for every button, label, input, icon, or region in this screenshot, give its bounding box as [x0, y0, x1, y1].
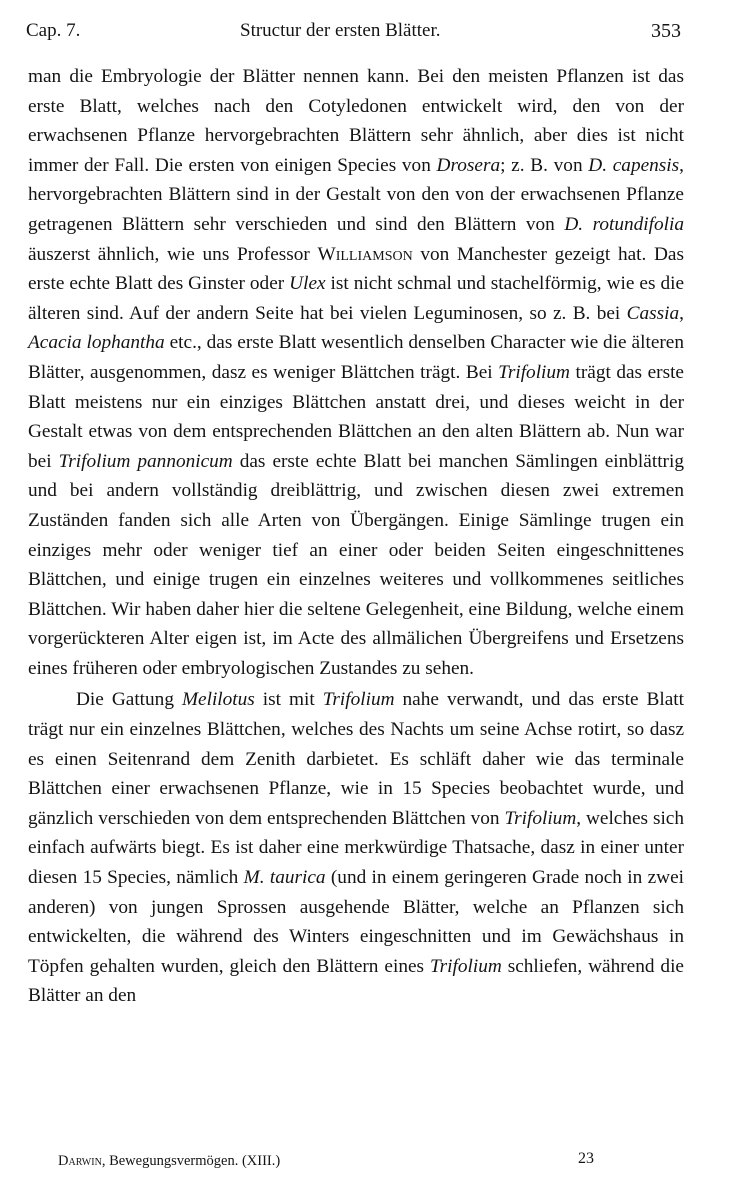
species-name: Cassia [626, 302, 680, 324]
text-run: etc., das erste Blatt wesentlich denselben Character wie die älteren Blätter, ausgenommen, dasz es weniger Blättchen trägt. Bei [28, 332, 684, 383]
text-run: von Manchester gezeigt hat. Das erste echte Blatt des Ginster oder [28, 243, 684, 295]
species-name: Ulex [289, 273, 326, 295]
text-run: , [679, 302, 684, 324]
page-footer [58, 1150, 618, 1172]
species-name: Drosera [436, 154, 501, 176]
species-name: Melilotus [181, 689, 255, 711]
text-run: ; z. B. von [500, 154, 589, 176]
text-run: schliefen, während die Blätter an den [28, 955, 684, 1007]
chapter-label: Cap. 7. [26, 20, 81, 41]
signature-title: , Bewegungsvermögen. (XIII.) [101, 1153, 281, 1169]
species-name: Trifolium [322, 689, 395, 711]
running-title: Structur der ersten Blätter. [240, 20, 441, 41]
species-name: Trifolium [498, 361, 570, 383]
species-name: Trifolium pannonicum [58, 450, 233, 472]
running-header [26, 18, 681, 44]
text-run: nahe verwandt, und das erste Blatt trägt nur ein einzelnes Blättchen, welches des Nachts um seine Achse rotirt, so dasz es einen Seitenrand dem Zenith darbietet. Es schläft daher wie das terminale Blättchen einer erwachsenen Pflanze, wie in 15 Species beobachtet wurde, und gänzlich verschieden von dem entsprechenden Blättchen von [28, 689, 685, 829]
body-text [28, 62, 684, 1011]
text-run: , hervorgebrachten Blättern sind in der Gestalt von den von der erwachsenen Pflanze getragenen Blättern sehr verschieden und sind den Blättern von [28, 154, 684, 235]
species-name: M. taurica [243, 867, 326, 889]
text-run: , welches sich einfach aufwärts biegt. Es ist daher eine merkwürdige Thatsache, dasz in einer unter diesen 15 Species, nämlich [28, 807, 685, 889]
species-name: Acacia lophantha [28, 332, 165, 354]
person-name: Williamson [317, 243, 413, 265]
species-name: Trifolium [504, 807, 577, 829]
species-name: D. capensis [588, 154, 680, 176]
text-run: ist nicht schmal und stachelförmig, wie es die älteren sind. Auf der andern Seite hat bei vielen Leguminosen, so z. B. bei [28, 273, 685, 324]
text-run: ist mit [254, 689, 323, 711]
text-run: das erste echte Blatt bei manchen Sämlingen einblättrig und bei andern vollständig dreiblättrig, und zwischen diesen zwei extremen Zuständen fanden sich alle Arten von Übergängen. Einige Sämlinge trugen ein einziges mehr oder weniger tief an einer oder beiden Seiten eingeschnittenes Blättchen, und einige trugen ein einzelnes weiteres und vollkommenes seitliches Blättchen. Wir haben daher hier die seltene Gelegenheit, eine Bildung, welche einem vorgerückteren Alter eigen ist, im Acte des allmälichen Übergreifens und Ersetzens eines früheren oder embryologischen Zustandes zu sehen. [28, 450, 684, 679]
signature-author: Darwin [58, 1153, 102, 1169]
text-run: Die Gattung [76, 689, 182, 711]
sheet-number: 23 [578, 1150, 594, 1167]
species-name: D. rotundifolia [564, 213, 684, 235]
paragraph-2 [28, 685, 684, 1011]
text-run: trägt das erste Blatt meistens nur ein einziges Blättchen anstatt drei, und dieses weicht in der Gestalt etwas von dem entsprechenden Blättchen an den alten Blättern ab. Nun war bei [28, 361, 684, 472]
signature-mark [58, 1150, 280, 1172]
text-run: (und in einem geringeren Grade noch in zwei anderen) von jungen Sprossen ausgehende Blätter, welche an Pflanzen sich entwickelten, die während des Winters eingeschnitten und im Gewächshaus in Töpfen gehalten wurden, gleich den Blättern eines [28, 867, 684, 977]
page-number: 353 [651, 20, 681, 42]
species-name: Trifolium [429, 955, 502, 977]
text-run: äuszerst ähnlich, wie uns Professor [28, 243, 318, 265]
text-run: man die Embryologie der Blätter nennen kann. Bei den meisten Pflanzen ist das erste Blatt, welches nach den Cotyledonen entwickelt wird, den von der erwachsenen Pflanze hervorgebrachten Blättern sehr ähnlich, aber dies ist nicht immer der Fall. Die ersten von einigen Species von [28, 66, 684, 176]
paragraph-1 [28, 62, 684, 683]
